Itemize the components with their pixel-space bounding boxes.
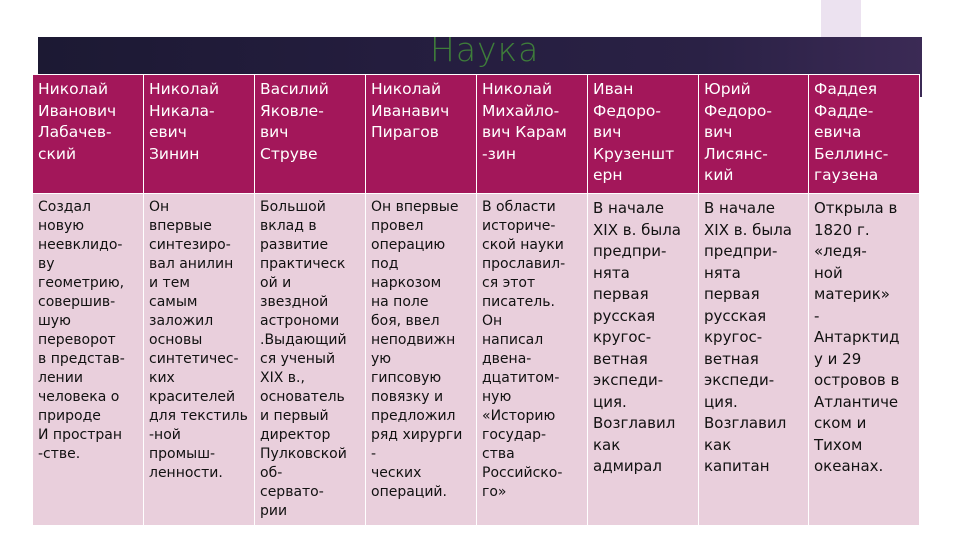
body-cell-zinin: Он впервые синтезиро- вал анилин и тем самым заложил основы синтетичес- ких красителей для текстиль -ной промыш- ленности. (144, 194, 255, 526)
header-cell-krusenstern: Иван Федоро- вич Крузеншт ерн (588, 75, 699, 194)
scientists-table (32, 74, 920, 526)
table-header-row (33, 75, 920, 194)
table-body-row (33, 194, 920, 526)
body-cell-krusenstern: В начале XIX в. была предпри- нята первая русская кругос- ветная экспеди- ция. Возглавил как адмирал (588, 194, 699, 526)
body-cell-karamzin: В области историче- ской науки прославил- ся этот писатель. Он написал двена- дцатитом- ную «Историю государ- ства Российско- го» (477, 194, 588, 526)
header-cell-lisyansky: Юрий Федоро- вич Лисянс- кий (699, 75, 809, 194)
body-cell-struve: Большой вклад в развитие практическ ой и звездной астрономи .Выдающий ся ученый XIX в., основатель и первый директор Пулковской об- сервато- рии (255, 194, 366, 526)
body-cell-lisyansky: В начале XIX в. была предпри- нята первая русская кругос- ветная экспеди- ция. Возглавил как капитан (699, 194, 809, 526)
header-cell-zinin: Николай Никала- евич Зинин (144, 75, 255, 194)
body-cell-pirogov: Он впервые провел операцию под наркозом на поле боя, ввел неподвижн ую гипсовую повязку и предложил ряд хирурги - ческих операций. (366, 194, 477, 526)
header-cell-pirogov: Николай Иванавич Пирагов (366, 75, 477, 194)
body-cell-bellingshausen: Открыла в 1820 г. «ледя- ной материк» - Антарктид у и 29 островов в Атлантиче ском и Тихом океанах. (809, 194, 920, 526)
header-cell-karamzin: Николай Михайло- вич Карам -зин (477, 75, 588, 194)
body-cell-lobachevsky: Создал новую неевклидо- ву геометрию, совершив- шую переворот в представ- лении человека о природе И простран -стве. (33, 194, 144, 526)
header-cell-lobachevsky: Николай Иванович Лабачев- ский (33, 75, 144, 194)
header-cell-bellingshausen: Фаддея Фадде- евича Беллинс- гаузена (809, 75, 920, 194)
header-cell-struve: Василий Яковле- вич Струве (255, 75, 366, 194)
slide-title: Наука (430, 30, 540, 69)
